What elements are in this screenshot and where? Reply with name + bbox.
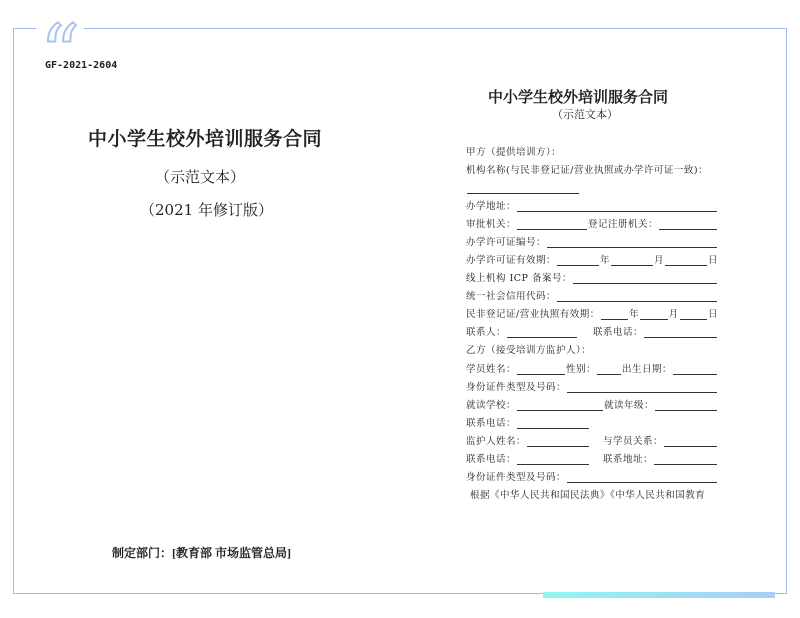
label: 出生日期： — [622, 364, 673, 375]
label: 联系电话： — [466, 454, 517, 465]
label: 学员姓名： — [466, 364, 517, 375]
blank — [567, 472, 717, 483]
blank — [644, 327, 717, 338]
form-row — [466, 198, 718, 212]
label: 联系电话： — [593, 327, 644, 338]
contract-code: GF-2021-2604 — [45, 60, 118, 71]
label: 联系地址： — [603, 454, 654, 465]
cover-subtitle: （示范文本） — [155, 168, 246, 186]
form-row — [466, 324, 718, 338]
form-row — [466, 234, 718, 248]
label: 登记注册机关： — [588, 219, 659, 230]
form-row — [466, 361, 718, 375]
blank — [655, 400, 717, 411]
blank — [665, 255, 707, 266]
label: 甲方（提供培训方）： — [466, 147, 562, 158]
label: 就读学校： — [466, 400, 517, 411]
label: 线上机构 ICP 备案号： — [466, 273, 572, 284]
label: 联系电话： — [466, 418, 517, 429]
blank — [517, 201, 717, 212]
blank — [527, 436, 589, 447]
form-row — [466, 433, 718, 447]
blank — [664, 436, 717, 447]
quote-mark-icon — [36, 15, 84, 55]
legal-basis-text: 根据《中华人民共和国民法典》《中华人民共和国教育 — [470, 490, 706, 501]
blank — [680, 309, 707, 320]
blank — [557, 291, 717, 302]
label: 就读年级： — [604, 400, 655, 411]
label: 月 — [668, 309, 679, 320]
form-row — [466, 162, 718, 176]
label: 审批机关： — [466, 219, 517, 230]
label: 身份证件类型及号码： — [466, 472, 567, 483]
blank — [611, 255, 653, 266]
blank — [517, 400, 603, 411]
label: 办学地址： — [466, 201, 517, 212]
form-row — [466, 306, 718, 320]
label: 统一社会信用代码： — [466, 291, 557, 302]
label: 机构名称(与民非登记证/营业执照或办学许可证一致)： — [466, 165, 709, 176]
label: 年 — [629, 309, 640, 320]
label: 民非登记证/营业执照有效期： — [466, 309, 600, 320]
form-row — [466, 342, 718, 356]
form-subtitle: （示范文本） — [552, 108, 618, 121]
form-row — [466, 144, 718, 158]
blank — [557, 255, 599, 266]
blank — [659, 219, 717, 230]
form-row — [466, 288, 718, 302]
form-row — [466, 252, 718, 266]
blank — [467, 183, 579, 194]
form-row — [466, 270, 718, 284]
form-row — [466, 451, 718, 465]
label: 月 — [654, 255, 665, 266]
blank — [507, 327, 577, 338]
accent-bar — [543, 592, 775, 598]
label: 办学许可证有效期： — [466, 255, 557, 266]
blank — [654, 454, 717, 465]
form-title: 中小学生校外培训服务合同 — [488, 88, 669, 106]
blank — [601, 309, 628, 320]
blank — [567, 382, 717, 393]
form-row — [466, 415, 718, 429]
cover-version: （2021 年修订版） — [140, 201, 273, 219]
blank — [673, 364, 717, 375]
blank — [547, 237, 717, 248]
form-row — [470, 487, 722, 501]
form-row — [466, 180, 718, 194]
blank — [517, 219, 587, 230]
issuing-department: 制定部门：[教育部 市场监管总局] — [112, 546, 291, 560]
form-row — [466, 216, 718, 230]
label: 日 — [708, 255, 719, 266]
label: 与学员关系： — [603, 436, 664, 447]
blank — [517, 364, 565, 375]
blank — [517, 418, 589, 429]
blank — [517, 454, 589, 465]
blank — [573, 273, 717, 284]
label: 性别： — [566, 364, 597, 375]
label: 办学许可证编号： — [466, 237, 547, 248]
label: 身份证件类型及号码： — [466, 382, 567, 393]
label: 乙方（接受培训方监护人）： — [466, 345, 592, 356]
form-row — [466, 469, 718, 483]
label: 联系人： — [466, 327, 507, 338]
blank — [597, 364, 621, 375]
label: 年 — [600, 255, 611, 266]
form-row — [466, 397, 718, 411]
blank — [640, 309, 667, 320]
label: 日 — [708, 309, 719, 320]
form-row — [466, 379, 718, 393]
cover-title: 中小学生校外培训服务合同 — [88, 128, 323, 150]
label: 监护人姓名： — [466, 436, 527, 447]
